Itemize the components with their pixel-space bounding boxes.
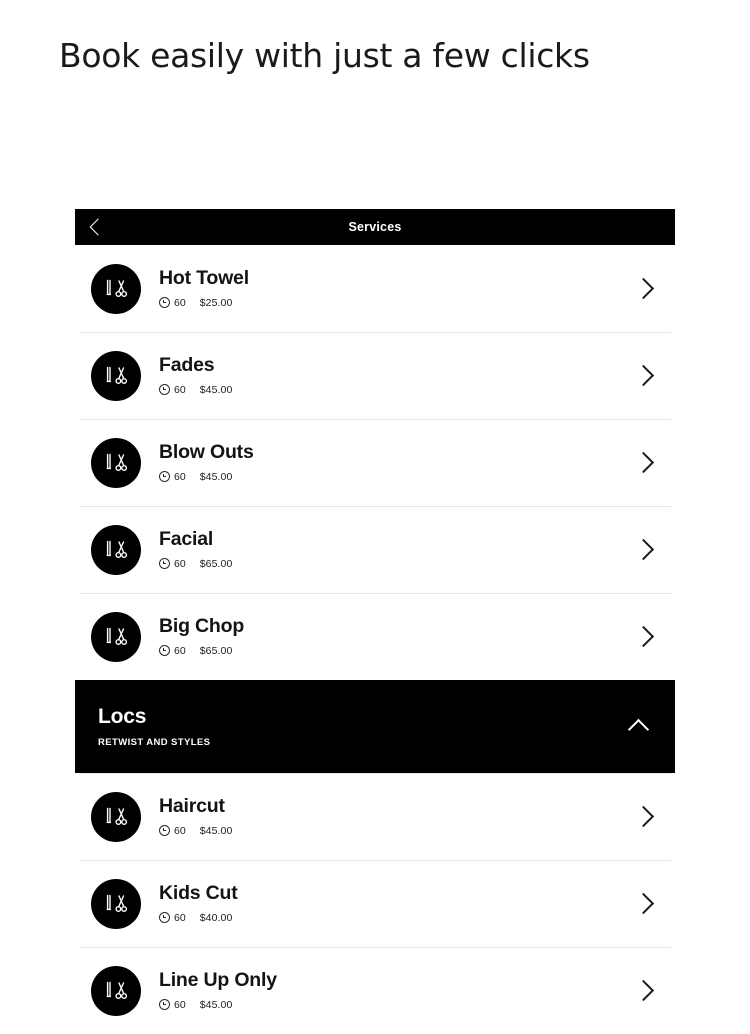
scissors-comb-icon — [91, 525, 141, 575]
category-subtitle: RETWIST AND STYLES — [98, 737, 211, 749]
chevron-right-icon[interactable] — [623, 368, 675, 383]
list-item[interactable] — [75, 593, 675, 680]
services-screen — [75, 209, 675, 1034]
list-item[interactable] — [75, 245, 675, 332]
scissors-comb-icon — [91, 966, 141, 1016]
clock-icon — [159, 912, 170, 923]
service-price: $45.00 — [199, 383, 233, 396]
service-meta — [159, 558, 623, 570]
service-duration: 60 — [174, 824, 186, 837]
scissors-comb-icon — [91, 792, 141, 842]
service-name: Kids Cut — [159, 882, 238, 905]
page-title: Book easily with just a few clicks — [59, 36, 590, 75]
service-duration: 60 — [174, 998, 186, 1011]
list-item-text — [159, 355, 623, 395]
clock-icon — [159, 471, 170, 482]
list-item-text — [159, 268, 623, 308]
service-name: Hot Towel — [159, 267, 249, 290]
list-item-text — [159, 883, 623, 923]
list-item-text — [159, 442, 623, 482]
service-duration: 60 — [174, 296, 186, 309]
scissors-comb-icon — [91, 612, 141, 662]
scissors-comb-icon — [91, 438, 141, 488]
list-item[interactable] — [75, 773, 675, 860]
service-duration: 60 — [174, 383, 186, 396]
service-price: $45.00 — [199, 998, 233, 1011]
list-item-text — [159, 529, 623, 569]
category-text — [98, 705, 623, 748]
scissors-comb-icon — [91, 264, 141, 314]
chevron-right-icon[interactable] — [623, 809, 675, 824]
service-meta — [159, 825, 623, 837]
service-name: Facial — [159, 528, 214, 551]
service-meta — [159, 645, 623, 657]
chevron-up-icon[interactable] — [623, 717, 653, 737]
chevron-left-icon — [90, 219, 107, 236]
list-item[interactable] — [75, 947, 675, 1034]
service-meta — [159, 297, 623, 309]
scissors-comb-icon — [91, 879, 141, 929]
clock-icon — [159, 999, 170, 1010]
list-item-text — [159, 970, 623, 1010]
service-price: $45.00 — [199, 824, 233, 837]
service-meta — [159, 999, 623, 1011]
chevron-right-icon[interactable] — [623, 542, 675, 557]
app-bar — [75, 209, 675, 245]
clock-icon — [159, 645, 170, 656]
clock-icon — [159, 558, 170, 569]
chevron-right-icon[interactable] — [623, 629, 675, 644]
service-meta — [159, 912, 623, 924]
scissors-comb-icon — [91, 351, 141, 401]
chevron-right-icon[interactable] — [623, 983, 675, 998]
app-bar-title: Services — [348, 220, 402, 234]
service-duration: 60 — [174, 470, 186, 483]
back-button[interactable] — [81, 209, 115, 245]
chevron-right-icon[interactable] — [623, 896, 675, 911]
list-item[interactable] — [75, 332, 675, 419]
service-duration: 60 — [174, 557, 186, 570]
clock-icon — [159, 384, 170, 395]
service-name: Big Chop — [159, 615, 245, 638]
category-title: Locs — [98, 704, 147, 728]
list-item[interactable] — [75, 419, 675, 506]
service-price: $40.00 — [199, 911, 233, 924]
chevron-right-icon[interactable] — [623, 455, 675, 470]
service-duration: 60 — [174, 644, 186, 657]
service-duration: 60 — [174, 911, 186, 924]
service-meta — [159, 471, 623, 483]
service-meta — [159, 384, 623, 396]
service-name: Haircut — [159, 795, 225, 818]
service-name: Line Up Only — [159, 969, 277, 992]
service-name: Fades — [159, 354, 215, 377]
clock-icon — [159, 297, 170, 308]
list-item[interactable] — [75, 506, 675, 593]
service-price: $65.00 — [199, 644, 233, 657]
list-item-text — [159, 616, 623, 656]
service-price: $65.00 — [199, 557, 233, 570]
list-item-text — [159, 796, 623, 836]
list-item[interactable] — [75, 860, 675, 947]
chevron-right-icon[interactable] — [623, 281, 675, 296]
category-header-locs[interactable] — [75, 680, 675, 773]
service-price: $45.00 — [199, 470, 233, 483]
service-price: $25.00 — [199, 296, 233, 309]
clock-icon — [159, 825, 170, 836]
service-name: Blow Outs — [159, 441, 254, 464]
